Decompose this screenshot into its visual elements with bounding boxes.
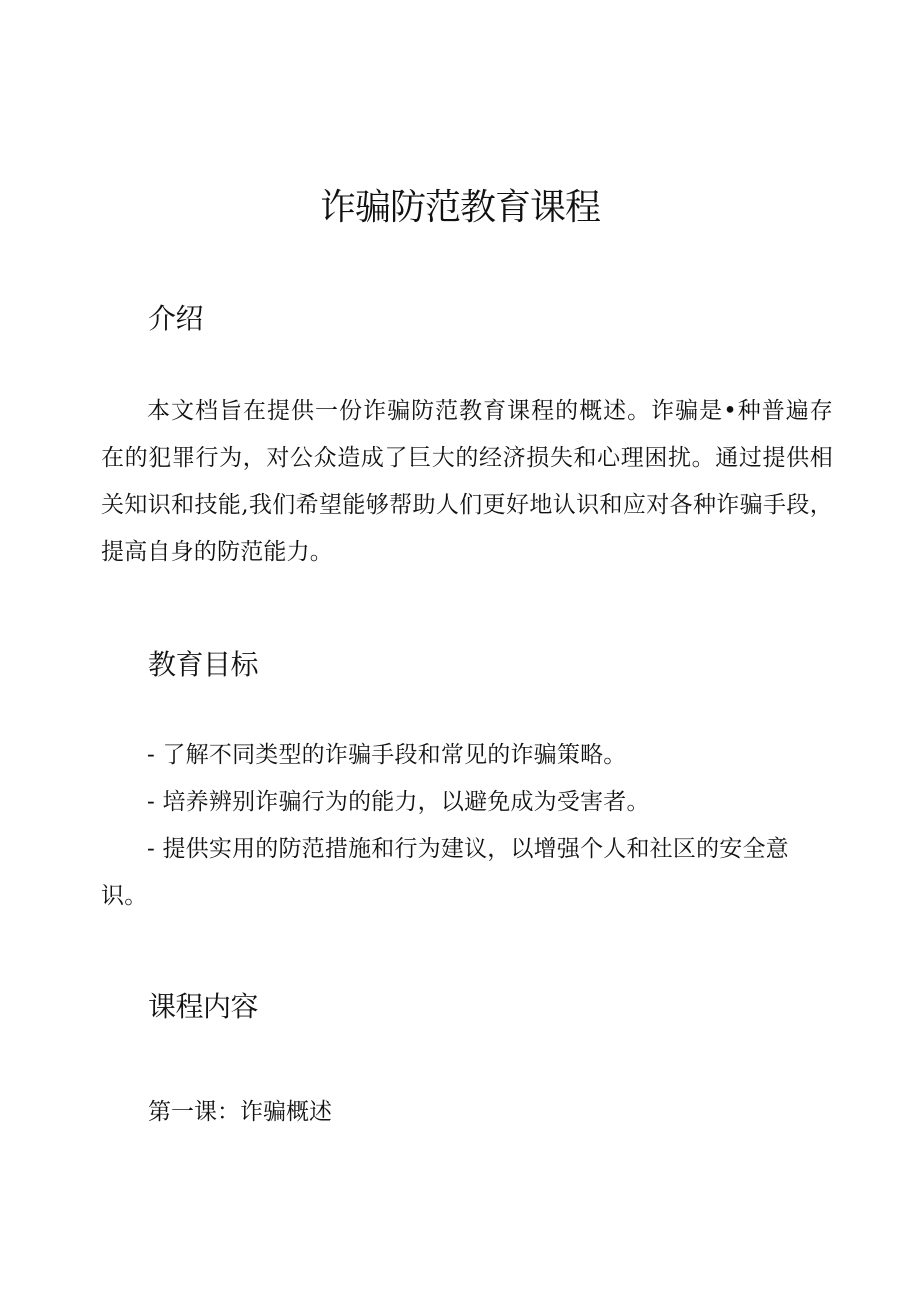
intro-heading: 介绍	[148, 302, 204, 335]
lesson-1-title: 第一课：诈骗概述	[148, 1099, 332, 1125]
goal-item-2: - 培养辨别诈骗行为的能力，以避免成为受害者。	[147, 789, 650, 815]
document-title: 诈骗防范教育课程	[319, 187, 600, 228]
goal-item-3: - 提供实用的防范措施和行为建议，以增强个人和社区的安全意识。	[101, 836, 789, 909]
goals-list	[101, 732, 833, 920]
goals-heading: 教育目标	[148, 648, 259, 681]
goal-item-1: - 了解不同类型的诈骗手段和常见的诈骗策略。	[147, 742, 627, 768]
content-heading: 课程内容	[148, 990, 259, 1023]
intro-paragraph: 本文档旨在提供一份诈骗防范教育课程的概述。诈骗是•种普遍存在的犯罪行为，对公众造成了巨大的经济损失和心理困扰。通过提供相关知识和技能,我们希望能够帮助人们更好地认识和应对各种诈骗手段，提高自身的防范能力。	[101, 398, 833, 565]
